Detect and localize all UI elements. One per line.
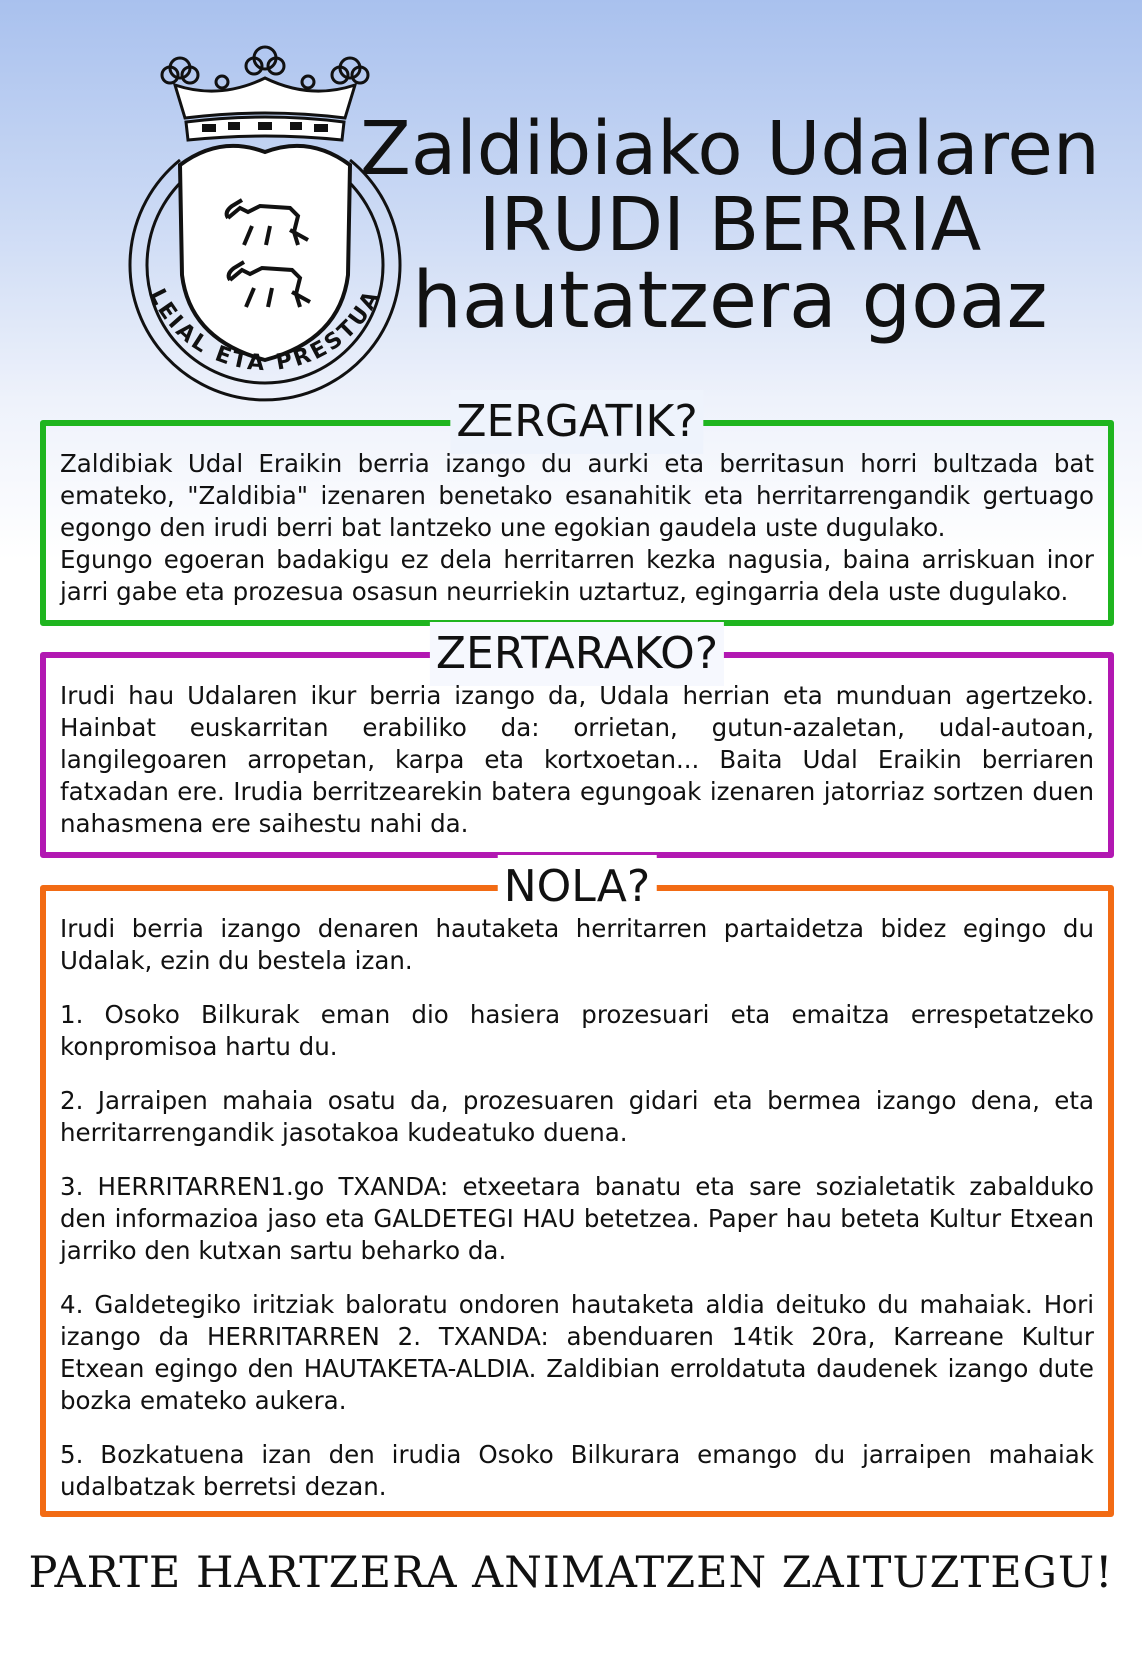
step-5: 5. Bozkatuena izan den irudia Osoko Bilkurara emango du jarraipen mahaiak udalbatzak berretsi dezan.: [60, 1440, 1094, 1501]
step-3: 3. HERRITARREN1.go TXANDA: etxeetara banatu eta sare sozialetatik zabalduko den informazioa jaso eta GALDETEGI HAU betetzea. Paper hau beteta Kultur Etxean jarriko den kutxan sartu beharko da.: [60, 1172, 1094, 1265]
step-4: 4. Galdetegiko iritziak baloratu ondoren hautaketa aldia deituko du mahaiak. Hori izango da HERRITARREN 2. TXANDA: abenduaren 14tik 20ra, Karreane Kultur Etxean egingo den HAUTAKETA-ALDIA. Zaldibian erroldatuta daudenek izango dute bozka emateko aukera.: [60, 1290, 1094, 1415]
section-body-zertarako: [60, 680, 1094, 840]
section-title-zertarako: ZERTARAKO?: [430, 622, 724, 686]
section-zertarako: [40, 628, 1114, 858]
header-line-1: Zaldibiako Udalaren: [360, 106, 1100, 192]
step-1: 1. Osoko Bilkurak eman dio hasiera prozesuari eta emaitza errespetatzeko konpromisoa hartu du.: [60, 1000, 1094, 1061]
paragraph: Egungo egoeran badakigu ez dela herritarren kezka nagusia, baina arriskuan inor jarri gabe eta prozesua osasun neurriekin uztartuz, egingarria dela uste dugulako.: [60, 545, 1094, 606]
section-body-zergatik: [60, 448, 1094, 608]
call-to-action: PARTE HARTZERA ANIMATZEN ZAITUZTEGU!: [28, 1548, 1114, 1598]
logo-motto: LEIAL ETA PRESTUA: [144, 284, 386, 377]
header-line-3: hautatzera goaz: [412, 256, 1048, 346]
paragraph: Irudi hau Udalaren ikur berria izango da, Udala herrian eta munduan agertzeko. Hainbat euskarritan erabiliko da: orrietan, gutun-azaletan, udal-autoan, langilegoaren arropetan, karpa eta kortxoetan... Baita Udal Eraikin berriaren fatxadan ere. Irudia berritzearekin batera egungoak izenaren jatorriaz sortzen duen nahasmena ere saihestu nahi da.: [60, 681, 1094, 838]
section-title-nola: NOLA?: [498, 855, 657, 919]
section-nola: [40, 861, 1114, 1517]
step-2: 2. Jarraipen mahaia osatu da, prozesuaren gidari eta bermea izango dena, eta herritarrengandik jasotakoa kudeatuko duena.: [60, 1086, 1094, 1147]
paragraph: Zaldibiak Udal Eraikin berria izango du aurki eta berritasun horri bultzada bat emateko, "Zaldibia" izenaren benetako esanahitik eta herritarrengandik gertuago egongo den irudi berri bat lantzeko une egokian gaudela uste dugulako.: [60, 449, 1094, 542]
header-line-2: IRUDI BERRIA: [478, 182, 982, 268]
section-title-zergatik: ZERGATIK?: [450, 390, 703, 454]
shield-outline: [180, 146, 350, 360]
section-zergatik: [40, 396, 1114, 626]
crown-icon: [162, 47, 368, 140]
section-body-nola: [60, 913, 1094, 1525]
paragraph: Irudi berria izango denaren hautaketa herritarren partaidetza bidez egingo du Udalak, ezin du bestela izan.: [60, 914, 1094, 975]
